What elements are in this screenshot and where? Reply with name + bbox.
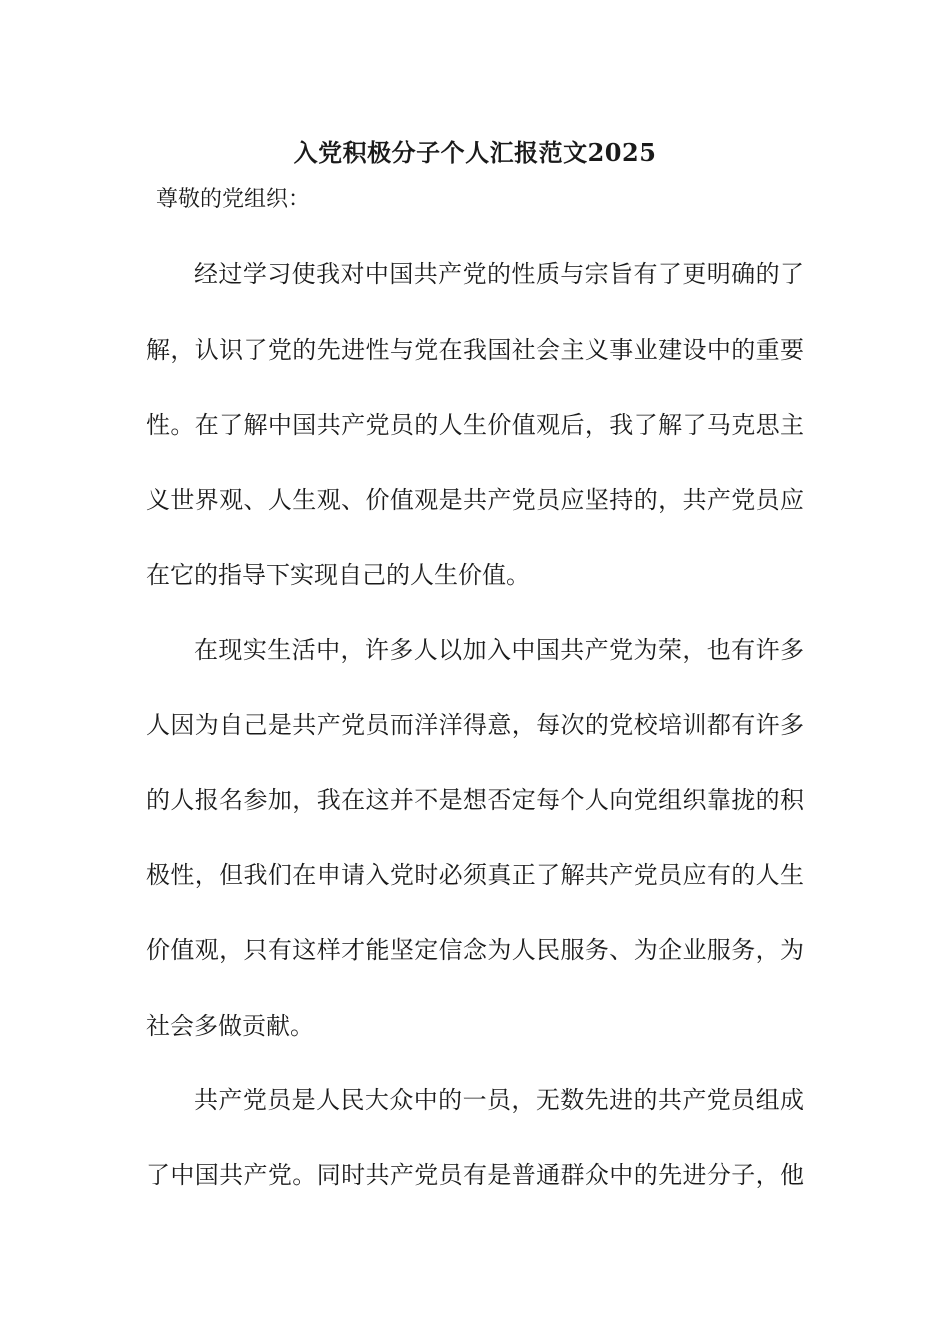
paragraph-1-line-1: 经过学习使我对中国共产党的性质与宗旨有了更明确的了	[194, 260, 804, 288]
paragraph-1-line-2: 解，认识了党的先进性与党在我国社会主义事业建设中的重要	[146, 336, 804, 364]
paragraph-2-line-3: 的人报名参加，我在这并不是想否定每个人向党组织靠拢的积	[146, 786, 804, 814]
document-title: 入党积极分子个人汇报范文2025	[293, 138, 657, 167]
paragraph-2-line-5: 价值观，只有这样才能坚定信念为人民服务、为企业服务，为	[146, 936, 804, 964]
paragraph-3-line-1: 共产党员是人民大众中的一员，无数先进的共产党员组成	[194, 1086, 804, 1114]
salutation: 尊敬的党组织：	[156, 187, 311, 212]
paragraph-2-line-2: 人因为自己是共产党员而洋洋得意，每次的党校培训都有许多	[146, 711, 804, 739]
paragraph-3-line-2: 了中国共产党。同时共产党员有是普通群众中的先进分子，他	[146, 1161, 804, 1189]
paragraph-1-line-5: 在它的指导下实现自己的人生价值。	[146, 561, 530, 589]
paragraph-2-line-4: 极性，但我们在申请入党时必须真正了解共产党员应有的人生	[146, 861, 804, 889]
paragraph-2-line-1: 在现实生活中，许多人以加入中国共产党为荣，也有许多	[194, 636, 804, 664]
paragraph-2-line-6: 社会多做贡献。	[146, 1012, 314, 1040]
paragraph-1-line-3: 性。在了解中国共产党员的人生价值观后，我了解了马克思主	[146, 411, 804, 439]
paragraph-1-line-4: 义世界观、人生观、价值观是共产党员应坚持的，共产党员应	[146, 486, 804, 514]
